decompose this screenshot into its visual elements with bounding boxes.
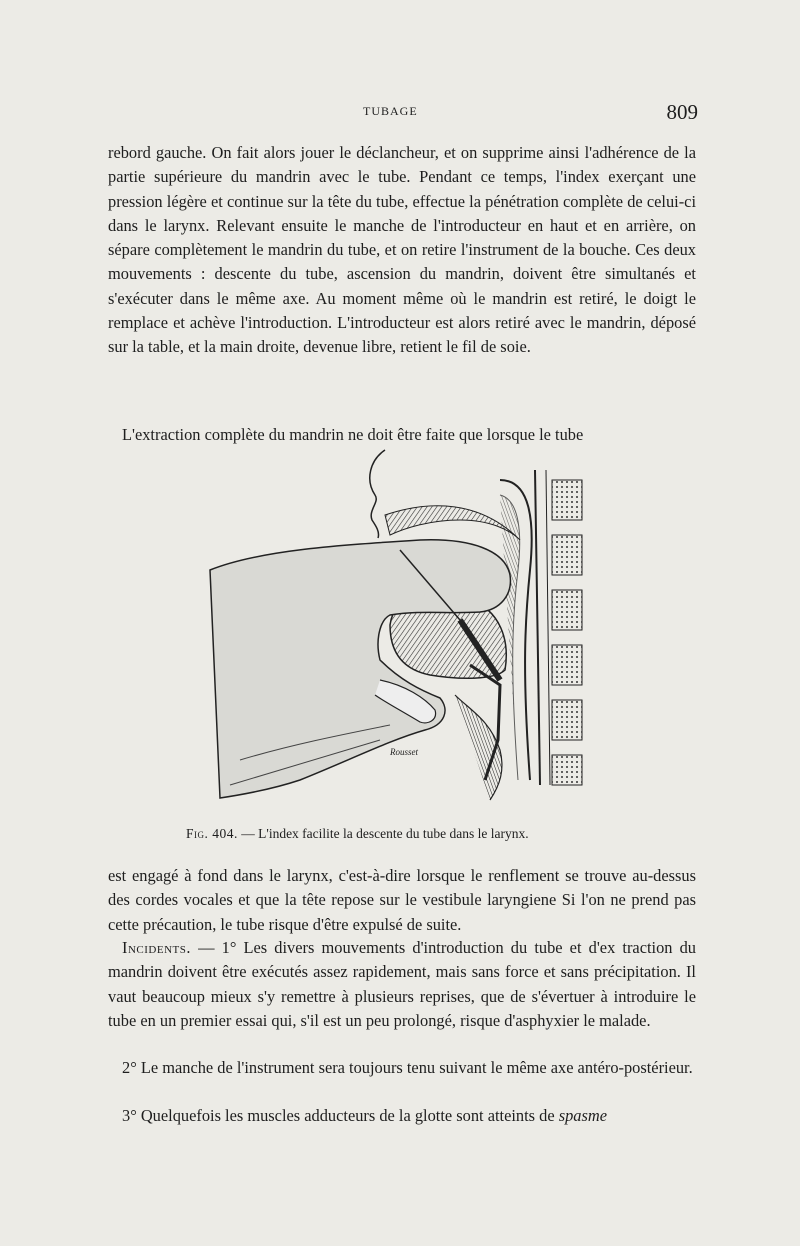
running-title: TUBAGE — [363, 104, 418, 118]
paragraph-incidents — [108, 936, 696, 1033]
anatomical-drawing — [200, 440, 600, 820]
page-header — [108, 100, 698, 130]
paragraph-spasm — [108, 1104, 696, 1128]
paragraph-instrument-axis: 2° Le manche de l'instrument sera toujours tenu suivant le même axe antéro-postérieur. — [122, 1058, 693, 1077]
paragraph-extraction: L'extraction complète du mandrin ne doit être faite que lorsque le tube — [122, 425, 584, 444]
artist-signature: Rousset — [390, 747, 418, 757]
page-number: 809 — [666, 100, 698, 124]
figure-caption-text: — L'index facilite la descente du tube dans le larynx. — [237, 826, 529, 841]
figure-caption — [186, 826, 606, 842]
figure-label: Fig. 404. — [186, 826, 238, 841]
incidents-heading: Incidents. — [122, 938, 191, 957]
spasm-body: 3° Quelquefois les muscles adducteurs de la glotte sont atteints de — [122, 1106, 559, 1125]
paragraph-intubation-steps: rebord gauche. On fait alors jouer le déclancheur, et on supprime ainsi l'adhérence de la partie supérieure du mandrin avec le tube. Pendant ce temps, l'index exerçant une pression légère et continue sur la tête du tube, effectue la pénétration complète de celui-ci dans le larynx. Relevant ensuite le manche de l'introducteur en haut et en arrière, on sépare complètement le mandrin du tube, et on retire l'instrument de la bouche. Ces deux mouvements : descente du tube, ascension du mandrin, doivent être simultanés et s'exécuter dans le même axe. Au moment même où le mandrin est retiré, le doigt le remplace et achève l'introduction. L'introducteur est alors retiré avec le mandrin, déposé sur la table, et la main droite, devenue libre, retient le fil de soie. — [108, 143, 696, 357]
paragraph-engagement: est engagé à fond dans le larynx, c'est-à-dire lorsque le renflement se trouve au-dessus des cordes vocales et que la tête repose sur le vestibule laryngiene Si l'on ne prend pas cette précaution, le tube risque d'être expulsé de suite. — [108, 866, 696, 934]
vertebrae — [535, 470, 582, 785]
figure-illustration — [200, 440, 600, 820]
spasm-italic: spasme — [558, 1106, 607, 1125]
incidents-body: — 1° Les divers mouvements d'introduction du tube et d'ex traction du mandrin doivent être exécutés assez rapidement, mais sans force et sans précipitation. Il vaut beaucoup mieux s'y remettre à plusieurs reprises, que de s'évertuer à introduire le tube en un premier essai qui, s'il est un peu prolongé, risque d'asphyxier le malade. — [108, 938, 696, 1030]
